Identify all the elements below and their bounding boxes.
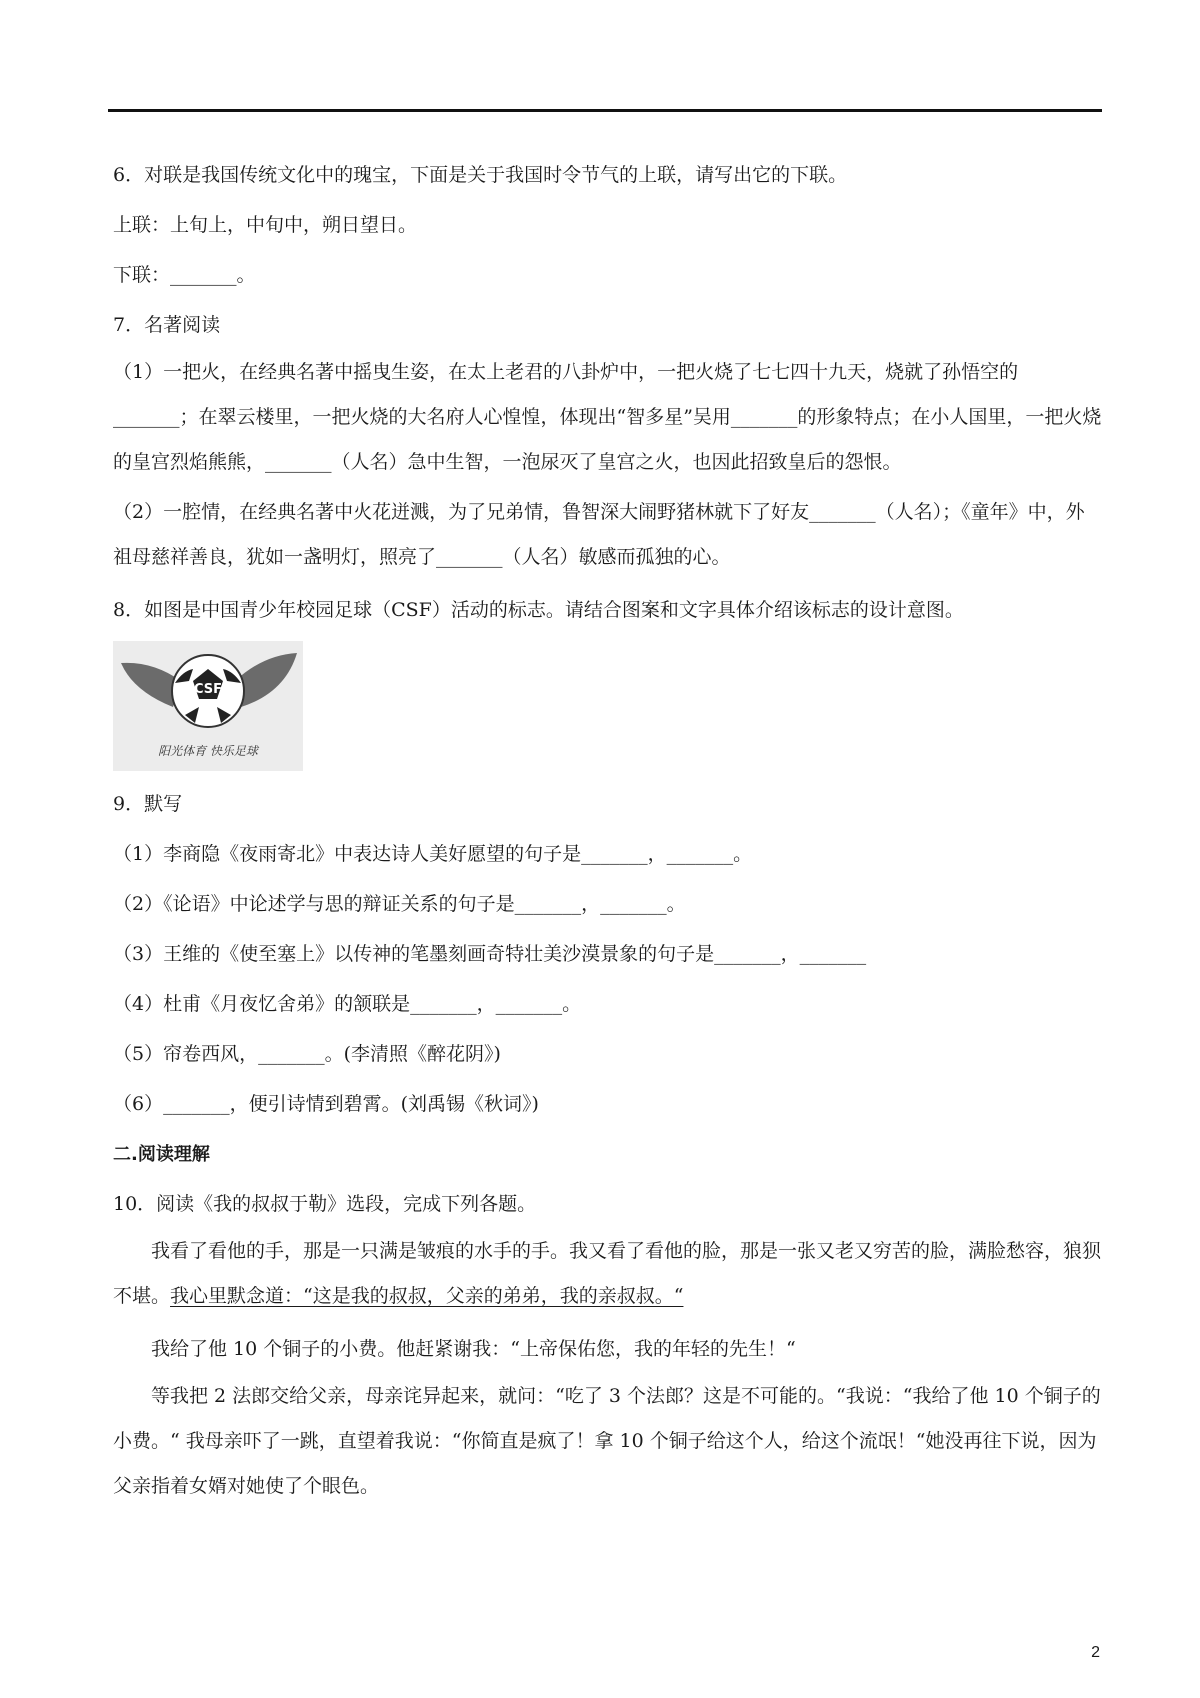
page-number: 2: [1091, 1644, 1100, 1661]
section-heading: 二.阅读理解: [113, 1143, 210, 1165]
right-wing-shape: [235, 653, 297, 707]
q7-part2: （2）一腔情，在经典名著中火花迸溅，为了兄弟情，鲁智深大闹野猪林就下了好友_______（人名）；《童年》中，外祖母慈祥善良，犹如一盏明灯，照亮了_______（人名）敏感而孤独的心。: [113, 501, 1085, 568]
q9-item-2: （2）《论语》中论述学与思的辩证关系的句子是_______，_______。: [113, 892, 686, 915]
q10-underlined-sentence: 我心里默念道：“这是我的叔叔，父亲的弟弟，我的亲叔叔。“: [170, 1285, 684, 1307]
q10-paragraph-2: 我给了他 10 个铜子的小费。他赶紧谢我：“上帝保佑您，我的年轻的先生！“: [151, 1337, 796, 1360]
q9-item-5: （5）帘卷西风，_______。(李清照《醉花阴》): [113, 1042, 501, 1065]
q10-stem: 10．阅读《我的叔叔于勒》选段，完成下列各题。: [113, 1192, 537, 1215]
q9-item-4: （4）杜甫《月夜忆舍弟》的颔联是_______，_______。: [113, 992, 582, 1015]
q10-paragraph-1-text: 我看了看他的手，那是一只满是皱痕的水手的手。我又看了看他的脸，那是一张又老又穷苦的脸，满脸愁容，狼狈不堪。: [113, 1240, 1102, 1307]
logo-csf-text: CSF: [193, 682, 223, 697]
q6-stem: 6．对联是我国传统文化中的瑰宝，下面是关于我国时令节气的上联，请写出它的下联。: [113, 163, 848, 186]
q9-stem: 9．默写: [113, 792, 183, 815]
q7-part1: （1）一把火，在经典名著中摇曳生姿，在太上老君的八卦炉中，一把火烧了七七四十九天，烧就了孙悟空的_______；在翠云楼里，一把火烧的大名府人心惶惶，体现出“智多星”吴用_______的形象特点；在小人国里，一把火烧的皇宫烈焰熊熊，_______（人名）急中生智，一泡尿灭了皇宫之火，也因此招致皇后的怨恨。: [113, 361, 1102, 473]
q9-item-3: （3）王维的《使至塞上》以传神的笔墨刻画奇特壮美沙漠景象的句子是_______，_______: [113, 942, 867, 965]
page-content: [113, 150, 1103, 1514]
q9-item-1: （1）李商隐《夜雨寄北》中表达诗人美好愿望的句子是_______，_______。: [113, 842, 753, 865]
csf-logo-image: [113, 641, 303, 771]
q8-stem: 8．如图是中国青少年校园足球（CSF）活动的标志。请结合图案和文字具体介绍该标志的设计意图。: [113, 598, 964, 621]
q6-lower-couplet: 下联：_______。: [113, 263, 256, 286]
logo-slogan-text: 阳光体育 快乐足球: [158, 744, 258, 758]
q10-paragraph-1: [113, 1229, 1103, 1319]
header-rule: [108, 109, 1102, 112]
q7-stem: 7．名著阅读: [113, 313, 221, 336]
q6-upper-couplet: 上联：上旬上，中旬中，朔日望日。: [113, 213, 418, 236]
q9-item-6: （6）_______，便引诗情到碧霄。(刘禹锡《秋词》): [113, 1092, 539, 1115]
csf-logo-graphic: [113, 641, 303, 771]
q10-paragraph-3: 等我把 2 法郎交给父亲，母亲诧异起来，就问：“吃了 3 个法郎？这是不可能的。“我说：“我给了他 10 个铜子的小费。“ 我母亲吓了一跳，直望着我说：“你简直是疯了！拿 10 个铜子给这个人，给这个流氓！“她没再往下说，因为父亲指着女婿对她使了个眼色。: [113, 1385, 1101, 1497]
